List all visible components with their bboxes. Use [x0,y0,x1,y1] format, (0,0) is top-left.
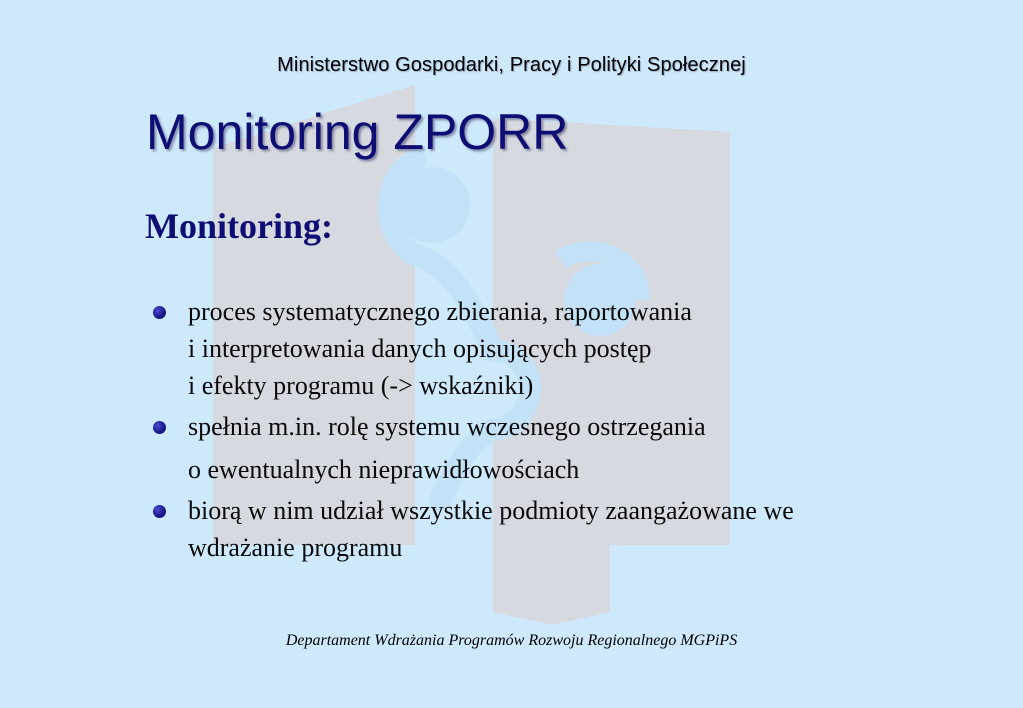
bullet-line: i interpretowania danych opisujących postęp [188,334,652,363]
bullet-line: o ewentualnych nieprawidłowościach [188,455,580,484]
bullet-list [150,293,970,570]
footer-department: Departament Wdrażania Programów Rozwoju Regionalnego MGPiPS [285,632,738,649]
section-subtitle: Monitoring: [145,206,333,246]
bullet-line: proces systematycznego zbierania, raportowania [188,297,692,326]
bullet-dot-icon [153,421,166,434]
bullet-item [150,293,970,404]
bullet-line: biorą w nim udział wszystkie podmioty zaangażowane we [188,496,794,525]
bullet-item [150,408,970,488]
bullet-dot-icon [153,306,166,319]
bullet-line: wdrażanie programu [188,533,403,562]
ministry-header: Ministerstwo Gospodarki, Pracy i Polityki Społecznej [277,54,746,76]
bullet-item [150,492,970,566]
bullet-line: i efekty programu (-> wskaźniki) [188,371,534,400]
bullet-dot-icon [153,505,166,518]
bullet-line: spełnia m.in. rolę systemu wczesnego ostrzegania [188,412,706,441]
page-title: Monitoring ZPORR [146,104,569,160]
